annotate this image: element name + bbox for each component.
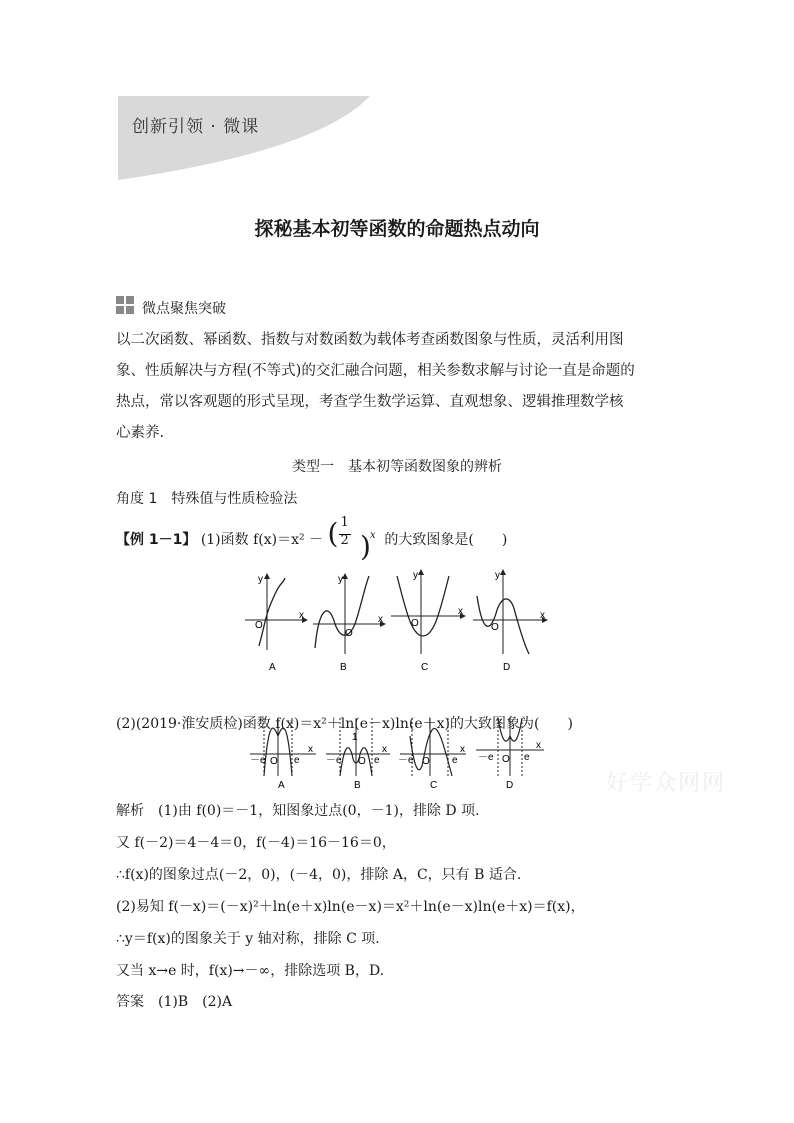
q2-b-e: e (374, 755, 380, 766)
q1-suffix: 的大致图象是( ) (384, 532, 508, 548)
q1-graph-d (473, 570, 547, 654)
solution-line: ∴f(x)的图象过点(－2，0)，(－4，0)，排除 A，C，只有 B 适合. (116, 867, 522, 883)
q1-d-x: x (540, 610, 545, 621)
intro-paragraph (116, 325, 684, 449)
q1-label-c: C (421, 662, 429, 673)
q1-exp: x (369, 530, 376, 541)
q1-label-b: B (340, 662, 347, 673)
q1-frac-den: 2 (340, 533, 349, 548)
q1-d-o: O (491, 622, 499, 633)
q2-a-x: x (308, 744, 313, 755)
q1-fraction: ( 1 2 (327, 515, 349, 550)
q2-c-e: e (452, 755, 458, 766)
solution-line: 又当 x→e 时，f(x)→－∞，排除选项 B，D. (116, 963, 385, 979)
q2-c-o: O (422, 756, 430, 767)
q1-graph-b (313, 574, 385, 654)
intro-line: 热点，常以客观题的形式呈现，考查学生数学运算、直观想象、逻辑推理数学核 (116, 394, 624, 410)
q2-d-x: x (536, 740, 541, 751)
q1-c-o: O (411, 618, 419, 629)
intro-line: 心素养. (116, 425, 165, 441)
q2-d-e: e (524, 752, 530, 763)
q2-label-d: D (506, 780, 514, 790)
q1-b-x: x (378, 614, 383, 625)
page-title: 探秘基本初等函数的命题热点动向 (254, 218, 540, 240)
q1-b-o: O (345, 628, 353, 639)
q1-label-a: A (269, 662, 276, 673)
banner-text: 创新引领 · 微课 (132, 117, 260, 137)
q1-a-x: x (299, 610, 304, 621)
q1-d-y: y (495, 570, 500, 581)
q1-b-y: y (338, 574, 343, 585)
q2-graph-d (476, 718, 544, 776)
q2-graph-a (250, 718, 316, 776)
solution-line: ∴y＝f(x)的图象关于 y 轴对称，排除 C 项. (116, 931, 380, 947)
q1-frac-num: 1 (340, 515, 349, 530)
q2-c-x: x (460, 744, 465, 755)
type-heading: 类型一 基本初等函数图象的辨析 (292, 459, 502, 475)
q2-a-neg-e: －e (250, 755, 266, 766)
banner-shape (118, 96, 370, 180)
section-grid-icon (116, 296, 134, 314)
q2-graph-c (400, 718, 466, 776)
q1-graph-a (245, 574, 307, 650)
q2-label-a: A (278, 780, 285, 790)
watermark: 好学众网网 (606, 771, 727, 796)
q1-label-d: D (503, 662, 511, 673)
chapter-banner (118, 96, 370, 180)
q2-b-x: x (382, 744, 387, 755)
q2-label-c: C (430, 780, 438, 790)
q2-option-graphs (248, 716, 550, 790)
q2-d-o: O (502, 754, 510, 765)
q2-b-o: O (358, 756, 366, 767)
solution-line: 解析 (1)由 f(0)＝－1，知图象过点(0，－1)，排除 D 项. (116, 803, 480, 819)
q2-d-neg-e: －e (478, 752, 494, 763)
q2-text: (2)(2019·淮安质检)函数 f(x)＝x²＋ln(e－x)ln(e＋x)的大致图象为( ) (116, 716, 573, 732)
q1-c-x: x (458, 606, 463, 617)
answer-line: 答案 (1)B (2)A (116, 994, 233, 1010)
angle-heading: 角度 1 特殊值与性质检验法 (116, 491, 298, 507)
q2-a-o: O (270, 756, 278, 767)
q2-b-one: 1 (352, 732, 358, 743)
intro-line: 象、性质解决与方程(不等式)的交汇融合问题，相关参数求解与讨论一直是命题的 (116, 363, 635, 379)
q1-option-graphs (245, 566, 555, 678)
intro-line: 以二次函数、幂函数、指数与对数函数为载体考查函数图象与性质，灵活利用图 (116, 332, 624, 348)
q1-a-y: y (258, 574, 263, 585)
q2-c-neg-e: －e (398, 755, 414, 766)
q2-a-e: e (294, 755, 300, 766)
section-label: 微点聚焦突破 (142, 301, 226, 317)
q1-c-y: y (413, 570, 418, 581)
q2-b-neg-e: －e (326, 755, 342, 766)
q1-graph-c (391, 570, 465, 654)
q2-label-b: B (354, 780, 361, 790)
example-1-question: 【例 1－1】 (1)函数 f(x)＝x² － ( 1 2 ) x 的大致图象是( ) (116, 515, 508, 563)
q1-prefix: (1)函数 f(x)＝x² － (200, 532, 324, 548)
q1-a-o: O (255, 620, 263, 631)
q2-graph-b (326, 718, 390, 776)
solution-line: 又 f(－2)＝4－4＝0，f(－4)＝16－16＝0， (116, 835, 396, 851)
solution-line: (2)易知 f(－x)＝(－x)²＋ln(e＋x)ln(e－x)＝x²＋ln(e－x)ln(e＋x)＝f(x)， (116, 899, 585, 915)
example-label: 【例 1－1】 (116, 532, 197, 548)
